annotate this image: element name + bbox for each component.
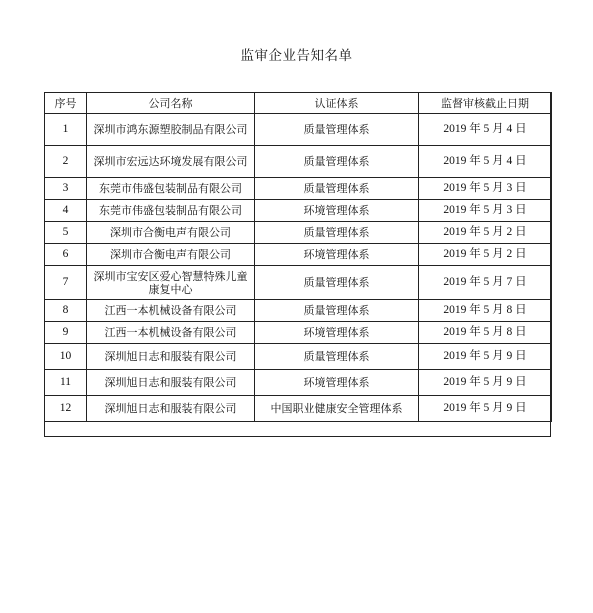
row-company-name: 深圳市合衡电声有限公司 (87, 222, 255, 244)
table-row (45, 178, 552, 200)
row-certification-system: 质量管理体系 (255, 146, 419, 178)
row-certification-system: 质量管理体系 (255, 114, 419, 146)
row-certification-system: 环境管理体系 (255, 370, 419, 396)
table-row (45, 266, 552, 300)
header-audit-deadline: 监督审核截止日期 (419, 93, 552, 114)
table-row (45, 344, 552, 370)
row-company-name: 深圳市鸿东源塑胶制品有限公司 (87, 114, 255, 146)
row-serial-no: 8 (45, 300, 87, 322)
row-company-name: 江西一本机械设备有限公司 (87, 300, 255, 322)
row-certification-system: 质量管理体系 (255, 266, 419, 300)
row-company-name: 深圳旭日志和服装有限公司 (87, 344, 255, 370)
table-row (45, 322, 552, 344)
header-serial-no: 序号 (45, 93, 87, 114)
row-company-name: 江西一本机械设备有限公司 (87, 322, 255, 344)
table-header-row (45, 93, 552, 114)
row-certification-system: 环境管理体系 (255, 244, 419, 266)
row-company-name: 深圳市宝安区爱心智慧特殊儿童康复中心 (87, 266, 255, 300)
row-certification-system: 质量管理体系 (255, 344, 419, 370)
row-certification-system: 质量管理体系 (255, 300, 419, 322)
page-title: 监审企业告知名单 (240, 48, 353, 64)
row-audit-deadline: 2019 年 5 月 2 日 (419, 244, 552, 266)
table-row (45, 200, 552, 222)
row-audit-deadline: 2019 年 5 月 3 日 (419, 178, 552, 200)
row-serial-no: 12 (45, 396, 87, 422)
row-certification-system: 质量管理体系 (255, 178, 419, 200)
row-certification-system: 环境管理体系 (255, 200, 419, 222)
row-audit-deadline: 2019 年 5 月 4 日 (419, 146, 552, 178)
row-company-name: 深圳市宏远达环境发展有限公司 (87, 146, 255, 178)
row-serial-no: 9 (45, 322, 87, 344)
row-audit-deadline: 2019 年 5 月 4 日 (419, 114, 552, 146)
row-serial-no: 4 (45, 200, 87, 222)
row-certification-system: 中国职业健康安全管理体系 (255, 396, 419, 422)
table-row (45, 222, 552, 244)
row-certification-system: 质量管理体系 (255, 222, 419, 244)
row-audit-deadline: 2019 年 5 月 9 日 (419, 370, 552, 396)
row-serial-no: 2 (45, 146, 87, 178)
table-row (45, 146, 552, 178)
row-audit-deadline: 2019 年 5 月 8 日 (419, 322, 552, 344)
row-audit-deadline: 2019 年 5 月 9 日 (419, 344, 552, 370)
header-certification-system: 认证体系 (255, 93, 419, 114)
row-serial-no: 3 (45, 178, 87, 200)
header-company-name: 公司名称 (87, 93, 255, 114)
row-audit-deadline: 2019 年 5 月 8 日 (419, 300, 552, 322)
audit-notice-table (44, 92, 552, 422)
table-row (45, 114, 552, 146)
table-row (45, 300, 552, 322)
row-audit-deadline: 2019 年 5 月 3 日 (419, 200, 552, 222)
table-row (45, 244, 552, 266)
row-company-name: 东莞市伟盛包装制品有限公司 (87, 178, 255, 200)
row-serial-no: 7 (45, 266, 87, 300)
row-serial-no: 5 (45, 222, 87, 244)
row-audit-deadline: 2019 年 5 月 2 日 (419, 222, 552, 244)
row-company-name: 东莞市伟盛包装制品有限公司 (87, 200, 255, 222)
row-serial-no: 6 (45, 244, 87, 266)
row-serial-no: 10 (45, 344, 87, 370)
row-serial-no: 1 (45, 114, 87, 146)
row-audit-deadline: 2019 年 5 月 9 日 (419, 396, 552, 422)
row-certification-system: 环境管理体系 (255, 322, 419, 344)
row-audit-deadline: 2019 年 5 月 7 日 (419, 266, 552, 300)
row-company-name: 深圳旭日志和服装有限公司 (87, 396, 255, 422)
row-company-name: 深圳市合衡电声有限公司 (87, 244, 255, 266)
table-row (45, 370, 552, 396)
row-serial-no: 11 (45, 370, 87, 396)
row-company-name: 深圳旭日志和服装有限公司 (87, 370, 255, 396)
table-row (45, 396, 552, 422)
